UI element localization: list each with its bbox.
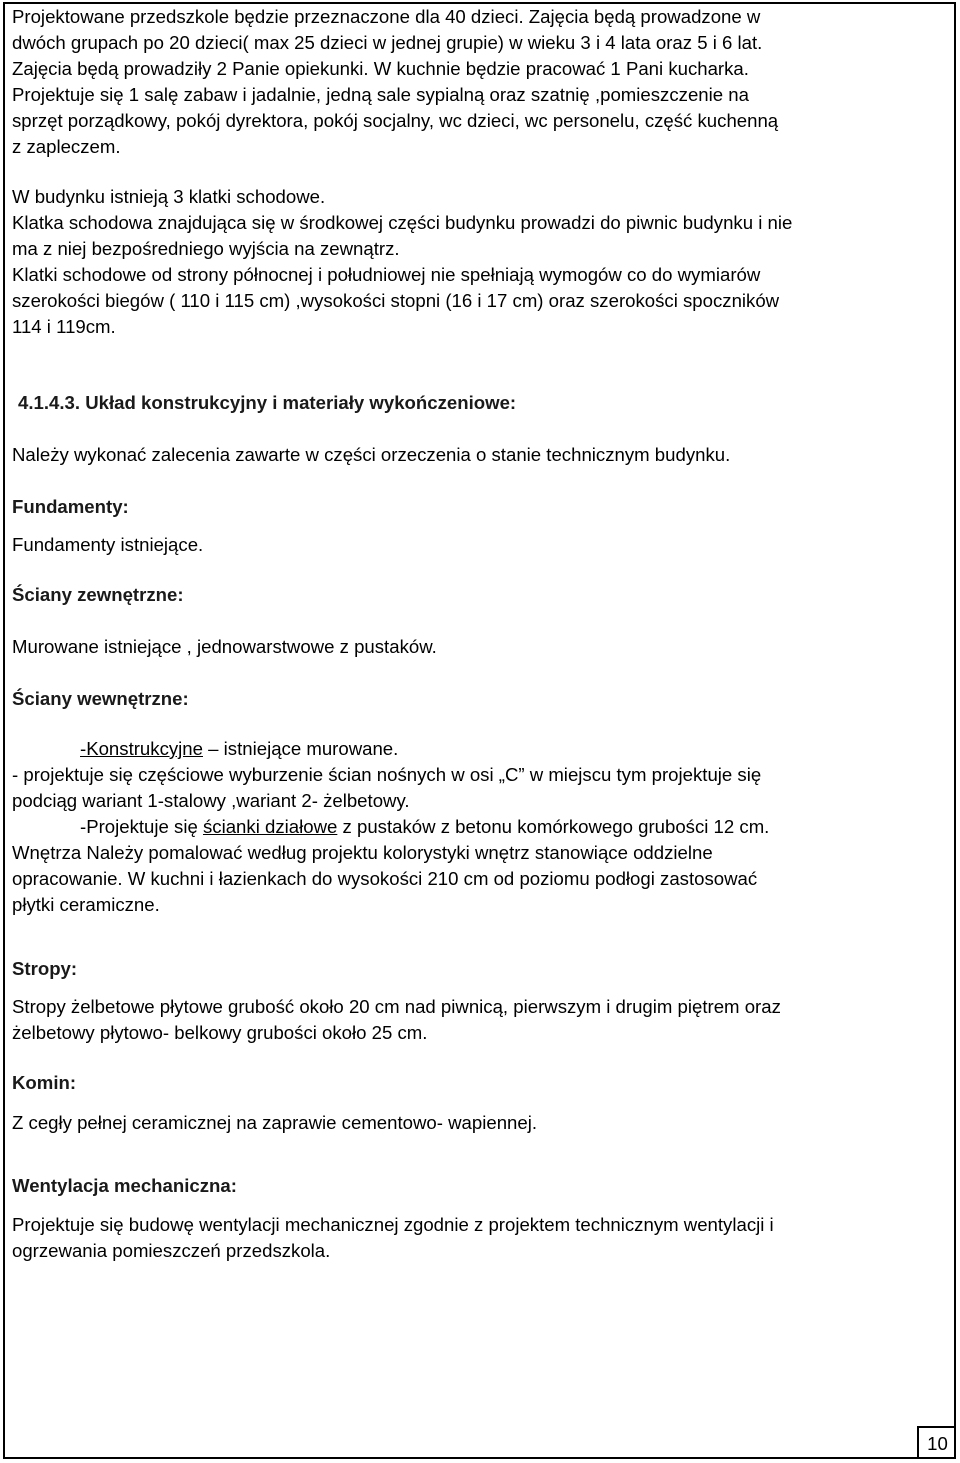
external-walls-text: Murowane istniejące , jednowarstwowe z pustaków.: [12, 636, 437, 657]
demolition-line: podciąg wariant 1-stalowy ,wariant 2- żelbetowy.: [12, 790, 410, 811]
intro-line: Projektowane przedszkole będzie przeznaczone dla 40 dzieci. Zajęcia będą prowadzone w: [12, 6, 761, 27]
partition-walls-line: [80, 814, 940, 840]
ceilings-line: żelbetowy płytowo- belkowy grubości około 25 cm.: [12, 1022, 428, 1043]
section-recommendation: Należy wykonać zalecenia zawarte w części orzeczenia o stanie technicznym budynku.: [12, 444, 731, 465]
page-number-box: [917, 1426, 956, 1459]
intro-line: sprzęt porządkowy, pokój dyrektora, pokój socjalny, wc dzieci, wc personelu, część kuchenną: [12, 110, 779, 131]
section-heading: 4.1.4.3. Układ konstrukcyjny i materiały wykończeniowe:: [18, 392, 517, 413]
stairs-count: W budynku istnieją 3 klatki schodowe.: [12, 186, 326, 207]
foundations-heading: Fundamenty:: [12, 496, 129, 517]
interior-line: Wnętrza Należy pomalować według projektu kolorystyki wnętrz stanowiące oddzielne: [12, 842, 713, 863]
interior-line: opracowanie. W kuchni i łazienkach do wysokości 210 cm od poziomu podłogi zastosować: [12, 868, 758, 889]
intro-line: Projektuje się 1 salę zabaw i jadalnie, jedną sale sypialną oraz szatnię ,pomieszczenie na: [12, 84, 749, 105]
ventilation-line: Projektuje się budowę wentylacji mechanicznej zgodnie z projektem technicznym wentylacji i: [12, 1214, 774, 1235]
foundations-text: Fundamenty istniejące.: [12, 534, 204, 555]
demolition-line: - projektuje się częściowe wyburzenie ścian nośnych w osi „C” w miejscu tym projektuje się: [12, 764, 762, 785]
ceilings-line: Stropy żelbetowe płytowe grubość około 20 cm nad piwnicą, pierwszym i drugim piętrem oraz: [12, 996, 781, 1017]
chimney-heading: Komin:: [12, 1072, 77, 1093]
stairs-line: 114 i 119cm.: [12, 316, 116, 337]
partition-prefix: -Projektuje się: [80, 816, 203, 837]
stairs-line: Klatki schodowe od strony północnej i południowej nie spełniają wymogów co do wymiarów: [12, 264, 761, 285]
partition-label: ścianki działowe: [202, 816, 338, 837]
structural-walls-label: -Konstrukcyjne: [80, 738, 203, 759]
intro-line: dwóch grupach po 20 dzieci( max 25 dzieci w jednej grupie) w wieku 3 i 4 lata oraz 5 i 6 lat.: [12, 32, 763, 53]
stairs-line: ma z niej bezpośredniego wyjścia na zewnątrz.: [12, 238, 400, 259]
ventilation-heading: Wentylacja mechaniczna:: [12, 1175, 237, 1196]
stairs-line: szerokości biegów ( 110 i 115 cm) ,wysokości stopni (16 i 17 cm) oraz szerokości spoczników: [12, 290, 780, 311]
intro-line: z zapleczem.: [12, 136, 121, 157]
ventilation-line: ogrzewania pomieszczeń przedszkola.: [12, 1240, 331, 1261]
partition-suffix: z pustaków z betonu komórkowego grubości 12 cm.: [337, 816, 770, 837]
external-walls-heading: Ściany zewnętrzne:: [12, 584, 184, 605]
structural-walls-line: [80, 736, 940, 762]
internal-walls-heading: Ściany wewnętrzne:: [12, 688, 189, 709]
structural-walls-text: – istniejące murowane.: [202, 738, 399, 759]
intro-line: Zajęcia będą prowadziły 2 Panie opiekunki. W kuchnie będzie pracować 1 Pani kucharka.: [12, 58, 749, 79]
interior-line: płytki ceramiczne.: [12, 894, 160, 915]
ceilings-heading: Stropy:: [12, 958, 78, 979]
chimney-text: Z cegły pełnej ceramicznej na zaprawie cementowo- wapiennej.: [12, 1112, 538, 1133]
page-number: 10: [927, 1432, 948, 1454]
stairs-line: Klatka schodowa znajdująca się w środkowej części budynku prowadzi do piwnic budynku i nie: [12, 212, 793, 233]
